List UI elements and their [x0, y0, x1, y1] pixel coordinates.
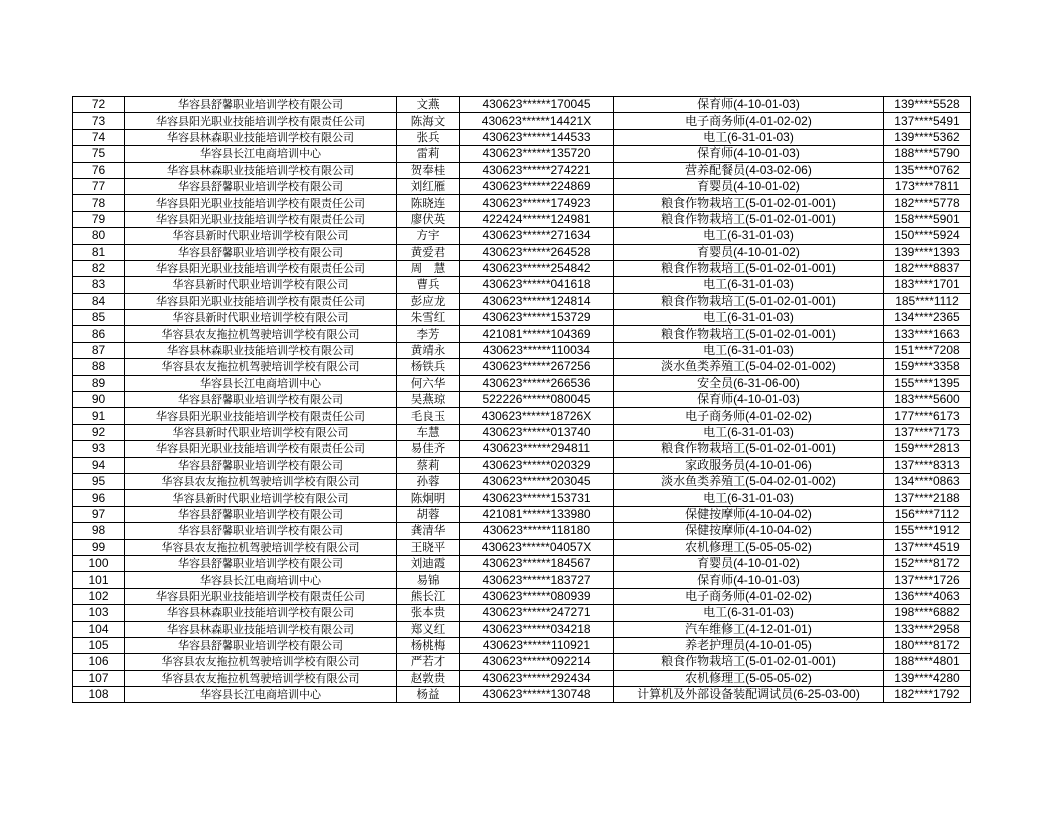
id-number-cell: 430623******170045 [460, 97, 614, 113]
row-number: 84 [73, 293, 125, 309]
occupation-cell: 育婴员(4-10-01-02) [614, 178, 884, 194]
occupation-cell: 电子商务师(4-01-02-02) [614, 408, 884, 424]
organization-cell: 华容县新时代职业培训学校有限公司 [125, 277, 397, 293]
id-number-cell: 430623******092214 [460, 654, 614, 670]
occupation-cell: 电工(6-31-01-03) [614, 490, 884, 506]
table-row [73, 572, 971, 588]
phone-cell: 137****1726 [884, 572, 971, 588]
organization-cell: 华容县阳光职业技能培训学校有限责任公司 [125, 588, 397, 604]
organization-cell: 华容县农友拖拉机驾驶培训学校有限公司 [125, 473, 397, 489]
table-row [73, 539, 971, 555]
id-number-cell: 430623******124814 [460, 293, 614, 309]
phone-cell: 155****1395 [884, 375, 971, 391]
id-number-cell: 430623******266536 [460, 375, 614, 391]
roster-table-body [73, 97, 971, 703]
occupation-cell: 保健按摩师(4-10-04-02) [614, 523, 884, 539]
table-row [73, 228, 971, 244]
occupation-cell: 计算机及外部设备装配调试员(6-25-03-00) [614, 687, 884, 703]
phone-cell: 135****0762 [884, 162, 971, 178]
table-row [73, 260, 971, 276]
occupation-cell: 粮食作物栽培工(5-01-02-01-001) [614, 293, 884, 309]
occupation-cell: 育婴员(4-10-01-02) [614, 244, 884, 260]
phone-cell: 137****2188 [884, 490, 971, 506]
id-number-cell: 522226******080045 [460, 392, 614, 408]
phone-cell: 198****6882 [884, 605, 971, 621]
name-cell: 陈炯明 [397, 490, 460, 506]
row-number: 106 [73, 654, 125, 670]
id-number-cell: 430623******247271 [460, 605, 614, 621]
id-number-cell: 430623******153731 [460, 490, 614, 506]
table-row [73, 129, 971, 145]
phone-cell: 137****4519 [884, 539, 971, 555]
name-cell: 曹兵 [397, 277, 460, 293]
organization-cell: 华容县林森职业技能培训学校有限公司 [125, 605, 397, 621]
name-cell: 车慧 [397, 424, 460, 440]
table-row [73, 687, 971, 703]
occupation-cell: 粮食作物栽培工(5-01-02-01-001) [614, 326, 884, 342]
id-number-cell: 430623******153729 [460, 310, 614, 326]
row-number: 101 [73, 572, 125, 588]
phone-cell: 158****5901 [884, 211, 971, 227]
id-number-cell: 430623******292434 [460, 670, 614, 686]
phone-cell: 134****0863 [884, 473, 971, 489]
id-number-cell: 430623******080939 [460, 588, 614, 604]
id-number-cell: 430623******020329 [460, 457, 614, 473]
name-cell: 吴燕琼 [397, 392, 460, 408]
id-number-cell: 430623******254842 [460, 260, 614, 276]
organization-cell: 华容县阳光职业技能培训学校有限责任公司 [125, 260, 397, 276]
occupation-cell: 电工(6-31-01-03) [614, 129, 884, 145]
id-number-cell: 430623******184567 [460, 555, 614, 571]
phone-cell: 156****7112 [884, 506, 971, 522]
occupation-cell: 淡水鱼类养殖工(5-04-02-01-002) [614, 473, 884, 489]
row-number: 83 [73, 277, 125, 293]
name-cell: 周 慧 [397, 260, 460, 276]
organization-cell: 华容县阳光职业技能培训学校有限责任公司 [125, 113, 397, 129]
row-number: 107 [73, 670, 125, 686]
row-number: 86 [73, 326, 125, 342]
row-number: 102 [73, 588, 125, 604]
name-cell: 刘迪霞 [397, 555, 460, 571]
table-row [73, 424, 971, 440]
table-row [73, 162, 971, 178]
organization-cell: 华容县舒馨职业培训学校有限公司 [125, 244, 397, 260]
organization-cell: 华容县林森职业技能培训学校有限公司 [125, 129, 397, 145]
row-number: 100 [73, 555, 125, 571]
row-number: 75 [73, 146, 125, 162]
name-cell: 文燕 [397, 97, 460, 113]
table-row [73, 359, 971, 375]
id-number-cell: 421081******133980 [460, 506, 614, 522]
row-number: 74 [73, 129, 125, 145]
table-row [73, 605, 971, 621]
organization-cell: 华容县阳光职业技能培训学校有限责任公司 [125, 211, 397, 227]
table-row [73, 310, 971, 326]
name-cell: 易锦 [397, 572, 460, 588]
name-cell: 严若才 [397, 654, 460, 670]
table-row [73, 97, 971, 113]
id-number-cell: 430623******274221 [460, 162, 614, 178]
name-cell: 郑义红 [397, 621, 460, 637]
organization-cell: 华容县林森职业技能培训学校有限公司 [125, 342, 397, 358]
table-row [73, 244, 971, 260]
name-cell: 李芳 [397, 326, 460, 342]
phone-cell: 134****2365 [884, 310, 971, 326]
id-number-cell: 430623******18726X [460, 408, 614, 424]
id-number-cell: 430623******130748 [460, 687, 614, 703]
table-row [73, 670, 971, 686]
organization-cell: 华容县舒馨职业培训学校有限公司 [125, 457, 397, 473]
name-cell: 易佳齐 [397, 441, 460, 457]
name-cell: 熊长江 [397, 588, 460, 604]
phone-cell: 177****6173 [884, 408, 971, 424]
row-number: 91 [73, 408, 125, 424]
phone-cell: 188****4801 [884, 654, 971, 670]
table-row [73, 621, 971, 637]
phone-cell: 151****7208 [884, 342, 971, 358]
table-row [73, 277, 971, 293]
phone-cell: 185****1112 [884, 293, 971, 309]
occupation-cell: 养老护理员(4-10-01-05) [614, 637, 884, 653]
row-number: 78 [73, 195, 125, 211]
name-cell: 张兵 [397, 129, 460, 145]
phone-cell: 139****4280 [884, 670, 971, 686]
row-number: 94 [73, 457, 125, 473]
organization-cell: 华容县新时代职业培训学校有限公司 [125, 310, 397, 326]
row-number: 108 [73, 687, 125, 703]
row-number: 89 [73, 375, 125, 391]
organization-cell: 华容县长江电商培训中心 [125, 375, 397, 391]
phone-cell: 152****8172 [884, 555, 971, 571]
table-row [73, 441, 971, 457]
table-row [73, 637, 971, 653]
row-number: 77 [73, 178, 125, 194]
organization-cell: 华容县林森职业技能培训学校有限公司 [125, 621, 397, 637]
name-cell: 杨铁兵 [397, 359, 460, 375]
name-cell: 彭应龙 [397, 293, 460, 309]
table-row [73, 457, 971, 473]
occupation-cell: 保育师(4-10-01-03) [614, 97, 884, 113]
name-cell: 雷莉 [397, 146, 460, 162]
table-row [73, 555, 971, 571]
row-number: 103 [73, 605, 125, 621]
phone-cell: 173****7811 [884, 178, 971, 194]
name-cell: 贺奉桂 [397, 162, 460, 178]
organization-cell: 华容县阳光职业技能培训学校有限责任公司 [125, 195, 397, 211]
phone-cell: 159****3358 [884, 359, 971, 375]
name-cell: 孙蓉 [397, 473, 460, 489]
id-number-cell: 430623******203045 [460, 473, 614, 489]
name-cell: 张本贵 [397, 605, 460, 621]
table-row [73, 588, 971, 604]
occupation-cell: 育婴员(4-10-01-02) [614, 555, 884, 571]
table-row [73, 293, 971, 309]
organization-cell: 华容县阳光职业技能培训学校有限责任公司 [125, 441, 397, 457]
organization-cell: 华容县舒馨职业培训学校有限公司 [125, 506, 397, 522]
occupation-cell: 安全员(6-31-06-00) [614, 375, 884, 391]
row-number: 82 [73, 260, 125, 276]
id-number-cell: 430623******294811 [460, 441, 614, 457]
row-number: 98 [73, 523, 125, 539]
id-number-cell: 430623******144533 [460, 129, 614, 145]
organization-cell: 华容县舒馨职业培训学校有限公司 [125, 637, 397, 653]
organization-cell: 华容县长江电商培训中心 [125, 146, 397, 162]
row-number: 104 [73, 621, 125, 637]
phone-cell: 136****4063 [884, 588, 971, 604]
organization-cell: 华容县阳光职业技能培训学校有限责任公司 [125, 293, 397, 309]
occupation-cell: 电工(6-31-01-03) [614, 605, 884, 621]
name-cell: 陈海文 [397, 113, 460, 129]
row-number: 88 [73, 359, 125, 375]
organization-cell: 华容县新时代职业培训学校有限公司 [125, 490, 397, 506]
organization-cell: 华容县舒馨职业培训学校有限公司 [125, 178, 397, 194]
row-number: 90 [73, 392, 125, 408]
occupation-cell: 粮食作物栽培工(5-01-02-01-001) [614, 654, 884, 670]
row-number: 95 [73, 473, 125, 489]
id-number-cell: 430623******041618 [460, 277, 614, 293]
row-number: 92 [73, 424, 125, 440]
id-number-cell: 430623******04057X [460, 539, 614, 555]
name-cell: 何六华 [397, 375, 460, 391]
table-row [73, 490, 971, 506]
name-cell: 王晓平 [397, 539, 460, 555]
organization-cell: 华容县林森职业技能培训学校有限公司 [125, 162, 397, 178]
name-cell: 毛良玉 [397, 408, 460, 424]
table-row [73, 113, 971, 129]
table-row [73, 211, 971, 227]
occupation-cell: 粮食作物栽培工(5-01-02-01-001) [614, 195, 884, 211]
phone-cell: 183****1701 [884, 277, 971, 293]
occupation-cell: 保育师(4-10-01-03) [614, 572, 884, 588]
row-number: 72 [73, 97, 125, 113]
id-number-cell: 430623******271634 [460, 228, 614, 244]
phone-cell: 139****5362 [884, 129, 971, 145]
phone-cell: 182****8837 [884, 260, 971, 276]
row-number: 96 [73, 490, 125, 506]
occupation-cell: 电工(6-31-01-03) [614, 424, 884, 440]
name-cell: 刘红雁 [397, 178, 460, 194]
occupation-cell: 电工(6-31-01-03) [614, 310, 884, 326]
row-number: 105 [73, 637, 125, 653]
row-number: 81 [73, 244, 125, 260]
organization-cell: 华容县舒馨职业培训学校有限公司 [125, 97, 397, 113]
organization-cell: 华容县舒馨职业培训学校有限公司 [125, 523, 397, 539]
table-row [73, 506, 971, 522]
table-row [73, 178, 971, 194]
name-cell: 方宇 [397, 228, 460, 244]
phone-cell: 188****5790 [884, 146, 971, 162]
phone-cell: 159****2813 [884, 441, 971, 457]
organization-cell: 华容县舒馨职业培训学校有限公司 [125, 392, 397, 408]
occupation-cell: 汽车维修工(4-12-01-01) [614, 621, 884, 637]
organization-cell: 华容县农友拖拉机驾驶培训学校有限公司 [125, 654, 397, 670]
name-cell: 蔡莉 [397, 457, 460, 473]
id-number-cell: 421081******104369 [460, 326, 614, 342]
phone-cell: 155****1912 [884, 523, 971, 539]
phone-cell: 182****5778 [884, 195, 971, 211]
phone-cell: 150****5924 [884, 228, 971, 244]
occupation-cell: 农机修理工(5-05-05-02) [614, 539, 884, 555]
occupation-cell: 家政服务员(4-10-01-06) [614, 457, 884, 473]
id-number-cell: 430623******034218 [460, 621, 614, 637]
phone-cell: 182****1792 [884, 687, 971, 703]
occupation-cell: 粮食作物栽培工(5-01-02-01-001) [614, 260, 884, 276]
id-number-cell: 430623******267256 [460, 359, 614, 375]
id-number-cell: 430623******264528 [460, 244, 614, 260]
phone-cell: 133****1663 [884, 326, 971, 342]
table-row [73, 375, 971, 391]
table-row [73, 392, 971, 408]
name-cell: 陈晓连 [397, 195, 460, 211]
table-row [73, 408, 971, 424]
id-number-cell: 430623******118180 [460, 523, 614, 539]
occupation-cell: 电子商务师(4-01-02-02) [614, 113, 884, 129]
name-cell: 黄爱君 [397, 244, 460, 260]
id-number-cell: 422424******124981 [460, 211, 614, 227]
organization-cell: 华容县长江电商培训中心 [125, 572, 397, 588]
phone-cell: 183****5600 [884, 392, 971, 408]
name-cell: 胡蓉 [397, 506, 460, 522]
id-number-cell: 430623******14421X [460, 113, 614, 129]
table-row [73, 146, 971, 162]
roster-table [72, 96, 971, 703]
phone-cell: 133****2958 [884, 621, 971, 637]
organization-cell: 华容县舒馨职业培训学校有限公司 [125, 555, 397, 571]
phone-cell: 137****5491 [884, 113, 971, 129]
table-row [73, 326, 971, 342]
name-cell: 朱雪红 [397, 310, 460, 326]
organization-cell: 华容县农友拖拉机驾驶培训学校有限公司 [125, 359, 397, 375]
row-number: 80 [73, 228, 125, 244]
phone-cell: 139****1393 [884, 244, 971, 260]
row-number: 85 [73, 310, 125, 326]
name-cell: 杨桃梅 [397, 637, 460, 653]
occupation-cell: 保育师(4-10-01-03) [614, 146, 884, 162]
row-number: 79 [73, 211, 125, 227]
organization-cell: 华容县农友拖拉机驾驶培训学校有限公司 [125, 539, 397, 555]
occupation-cell: 电工(6-31-01-03) [614, 342, 884, 358]
occupation-cell: 营养配餐员(4-03-02-06) [614, 162, 884, 178]
name-cell: 廖伏英 [397, 211, 460, 227]
row-number: 99 [73, 539, 125, 555]
id-number-cell: 430623******110034 [460, 342, 614, 358]
id-number-cell: 430623******174923 [460, 195, 614, 211]
phone-cell: 137****7173 [884, 424, 971, 440]
row-number: 93 [73, 441, 125, 457]
table-row [73, 195, 971, 211]
name-cell: 赵敦贵 [397, 670, 460, 686]
row-number: 87 [73, 342, 125, 358]
occupation-cell: 电工(6-31-01-03) [614, 277, 884, 293]
id-number-cell: 430623******013740 [460, 424, 614, 440]
id-number-cell: 430623******224869 [460, 178, 614, 194]
row-number: 97 [73, 506, 125, 522]
occupation-cell: 电工(6-31-01-03) [614, 228, 884, 244]
occupation-cell: 农机修理工(5-05-05-02) [614, 670, 884, 686]
row-number: 73 [73, 113, 125, 129]
id-number-cell: 430623******110921 [460, 637, 614, 653]
name-cell: 杨益 [397, 687, 460, 703]
occupation-cell: 粮食作物栽培工(5-01-02-01-001) [614, 211, 884, 227]
table-row [73, 523, 971, 539]
id-number-cell: 430623******183727 [460, 572, 614, 588]
organization-cell: 华容县农友拖拉机驾驶培训学校有限公司 [125, 670, 397, 686]
organization-cell: 华容县农友拖拉机驾驶培训学校有限公司 [125, 326, 397, 342]
phone-cell: 137****8313 [884, 457, 971, 473]
occupation-cell: 保健按摩师(4-10-04-02) [614, 506, 884, 522]
name-cell: 黄靖永 [397, 342, 460, 358]
occupation-cell: 淡水鱼类养殖工(5-04-02-01-002) [614, 359, 884, 375]
occupation-cell: 粮食作物栽培工(5-01-02-01-001) [614, 441, 884, 457]
id-number-cell: 430623******135720 [460, 146, 614, 162]
phone-cell: 139****5528 [884, 97, 971, 113]
organization-cell: 华容县新时代职业培训学校有限公司 [125, 424, 397, 440]
table-row [73, 654, 971, 670]
organization-cell: 华容县阳光职业技能培训学校有限责任公司 [125, 408, 397, 424]
occupation-cell: 保育师(4-10-01-03) [614, 392, 884, 408]
row-number: 76 [73, 162, 125, 178]
phone-cell: 180****8172 [884, 637, 971, 653]
table-row [73, 342, 971, 358]
name-cell: 龚清华 [397, 523, 460, 539]
organization-cell: 华容县长江电商培训中心 [125, 687, 397, 703]
organization-cell: 华容县新时代职业培训学校有限公司 [125, 228, 397, 244]
occupation-cell: 电子商务师(4-01-02-02) [614, 588, 884, 604]
table-row [73, 473, 971, 489]
